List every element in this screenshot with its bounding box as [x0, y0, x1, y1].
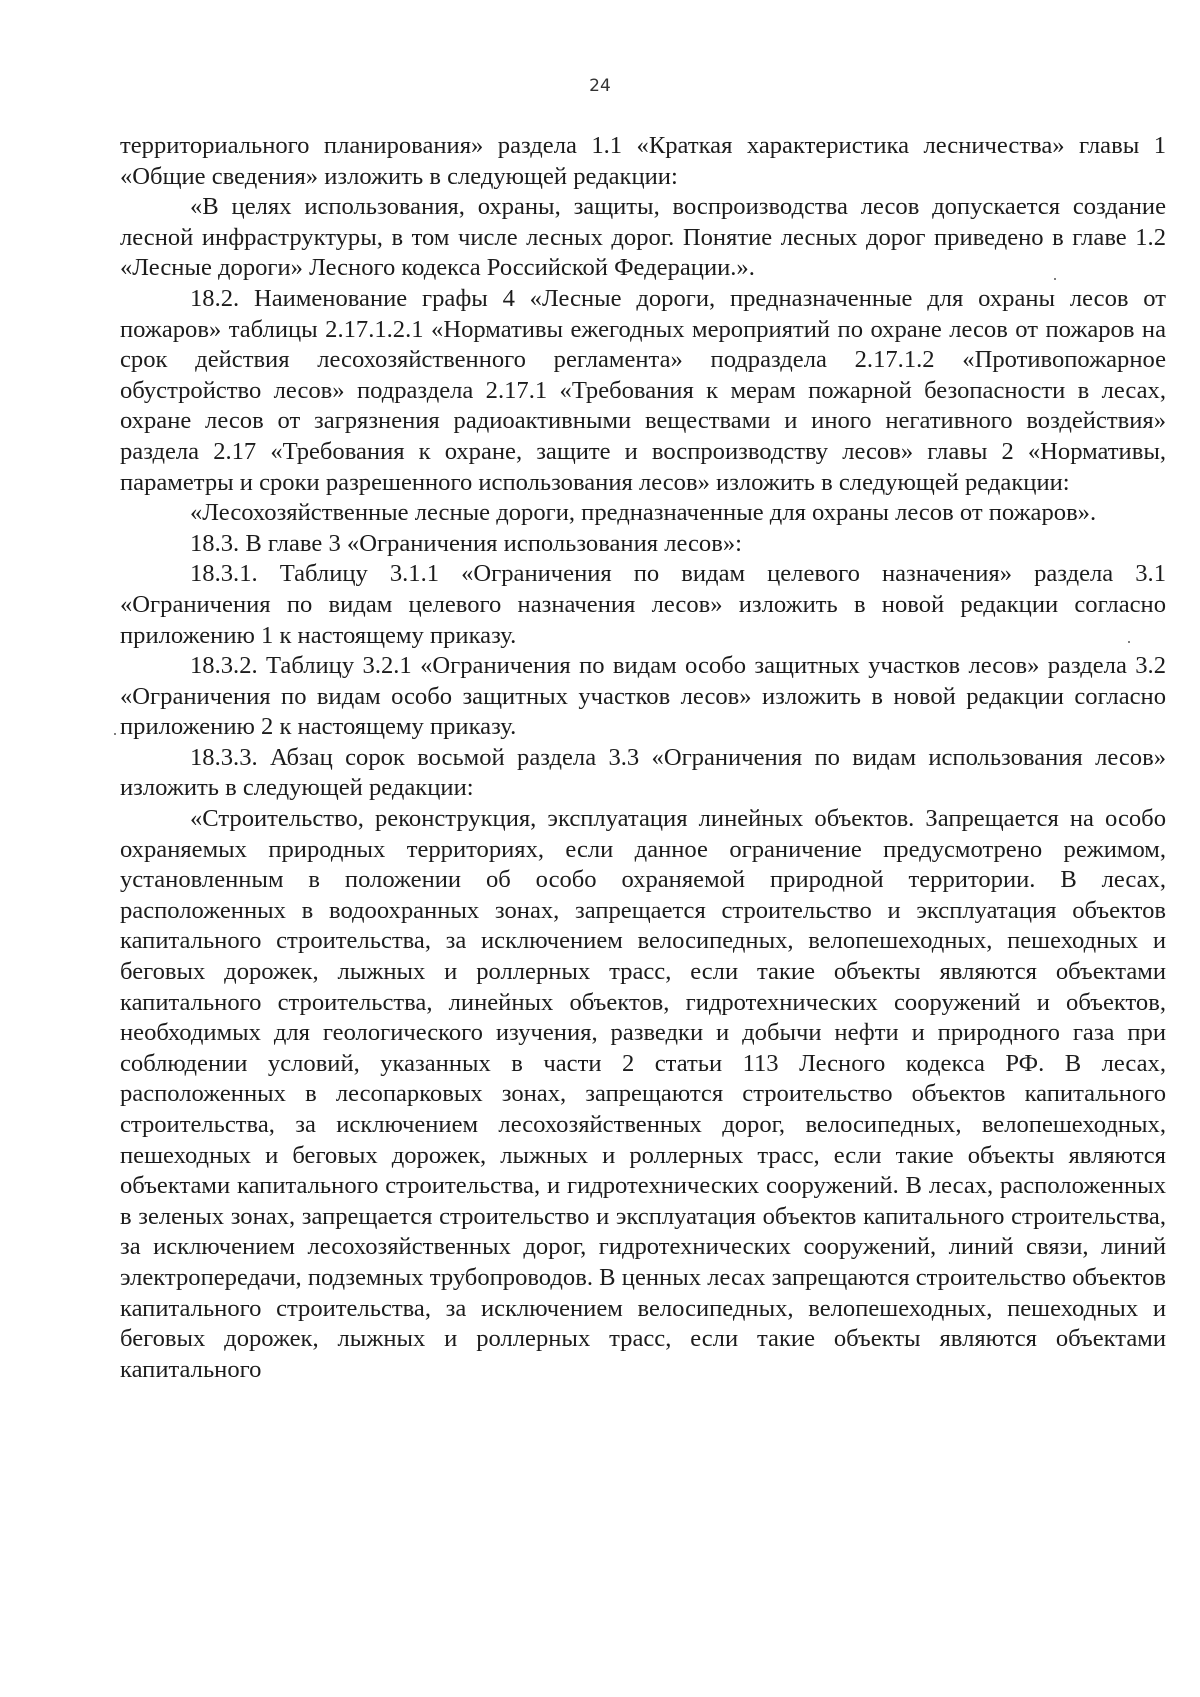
document-body [120, 131, 1166, 1385]
page-number: 24 [589, 76, 611, 96]
paragraph-18-2: 18.2. Наименование графы 4 «Лесные дороги, предназначенные для охраны лесов от пожаров» таблицы 2.17.1.2.1 «Нормативы ежегодных мероприятий по охране лесов от пожаров на срок действия лесохозяйственного регламента» подраздела 2.17.1.2 «Противопожарное обустройство лесов» подраздела 2.17.1 «Требования к мерам пожарной безопасности в лесах, охране лесов от загрязнения радиоактивными веществами и иного негативного воздействия» раздела 2.17 «Требования к охране, защите и воспроизводству лесов» главы 2 «Нормативы, параметры и сроки разрешенного использования лесов» изложить в следующей редакции: [120, 284, 1166, 496]
scan-speck [1128, 641, 1130, 643]
paragraph-18-3: 18.3. В главе 3 «Ограничения использования лесов»: [190, 529, 742, 557]
paragraph-18-3-1: 18.3.1. Таблицу 3.1.1 «Ограничения по видам целевого назначения» раздела 3.1 «Ограничения по видам целевого назначения лесов» изложить в новой редакции согласно приложению 1 к настоящему приказу. [120, 560, 1166, 649]
paragraph-forest-infrastructure: «В целях использования, охраны, защиты, воспроизводства лесов допускается создание лесной инфраструктуры, в том числе лесных дорог. Понятие лесных дорог приведено в главе 1.2 «Лесные дороги» Лесного кодекса Российской Федерации.». [120, 193, 1166, 282]
scan-speck [114, 733, 116, 735]
paragraph-continuation: территориального планирования» раздела 1.1 «Краткая характеристика лесничества» главы 1 «Общие сведения» изложить в следующей редакции: [120, 132, 1166, 190]
paragraph-linear-objects: «Строительство, реконструкция, эксплуатация линейных объектов. Запрещается на особо охраняемых природных территориях, если данное ограничение предусмотрено режимом, установленным в положении об особо охраняемой природной территории. В лесах, расположенных в водоохранных зонах, запрещается строительство и эксплуатация объектов капитального строительства, за исключением велосипедных, велопешеходных, пешеходных и беговых дорожек, лыжных и роллерных трасс, если такие объекты являются объектами капитального строительства, линейных объектов, гидротехнических сооружений и объектов, необходимых для геологического изучения, разведки и добычи нефти и природного газа при соблюдении условий, указанных в части 2 статьи 113 Лесного кодекса РФ. В лесах, расположенных в лесопарковых зонах, запрещаются строительство объектов капитального строительства, за исключением лесохозяйственных дорог, велосипедных, велопешеходных, пешеходных и беговых дорожек, лыжных и роллерных трасс, если такие объекты являются объектами капитального строительства, и гидротехнических сооружений. В лесах, расположенных в зеленых зонах, запрещается строительство и эксплуатация объектов капитального строительства, за исключением лесохозяйственных дорог, гидротехнических сооружений, линий связи, линий электропередачи, подземных трубопроводов. В ценных лесах запрещаются строительство объектов капитального строительства, за исключением велосипедных, велопешеходных, пешеходных и беговых дорожек, лыжных и роллерных трасс, если такие объекты являются объектами капитального [120, 805, 1166, 1383]
paragraph-forest-roads-quote: «Лесохозяйственные лесные дороги, предназначенные для охраны лесов от пожаров». [190, 499, 1097, 527]
paragraph-18-3-3: 18.3.3. Абзац сорок восьмой раздела 3.3 «Ограничения по видам использования лесов» изложить в следующей редакции: [120, 743, 1166, 802]
paragraph-18-3-2: 18.3.2. Таблицу 3.2.1 «Ограничения по видам особо защитных участков лесов» раздела 3.2 «Ограничения по видам особо защитных участков лесов» изложить в новой редакции согласно приложению 2 к настоящему приказу. [120, 652, 1166, 741]
scan-speck [1054, 278, 1056, 280]
